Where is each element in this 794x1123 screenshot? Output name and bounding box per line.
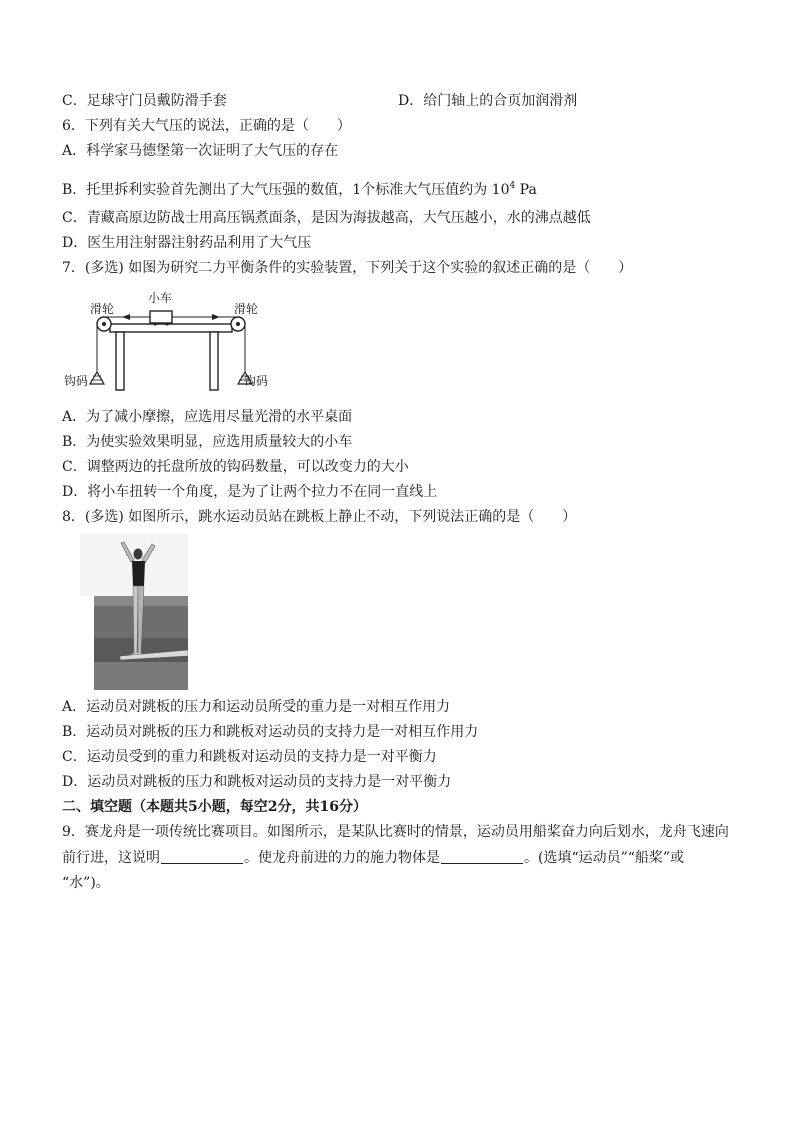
label-pulley-right: 滑轮 bbox=[234, 302, 259, 316]
table-top bbox=[110, 324, 232, 332]
q9-line-1: 9．赛龙舟是一项传统比赛项目。如图所示，是某队比赛时的情景，运动员用船桨奋力向后划水，龙舟飞速向 bbox=[62, 824, 729, 840]
q9-text-c: 。(选填“运动员”“船桨”或 bbox=[524, 850, 685, 866]
q6-stem: 6．下列有关大气压的说法，正确的是（ ） bbox=[62, 118, 351, 134]
q9-line-2 bbox=[62, 849, 684, 867]
cart-wheel bbox=[153, 322, 156, 325]
table-leg-left bbox=[116, 332, 124, 390]
q8-stem: 8．(多选) 如图所示，跳水运动员站在跳板上静止不动，下列说法正确的是（ ） bbox=[62, 509, 577, 525]
q7-option-b: B．为使实验效果明显，应选用质量较大的小车 bbox=[62, 434, 353, 450]
q7-option-d: D．将小车扭转一个角度，是为了让两个拉力不在同一直线上 bbox=[62, 484, 438, 500]
q6-value-base: 10 bbox=[491, 182, 510, 198]
section-2-title: 二、填空题（本题共5小题，每空2分，共16分） bbox=[62, 799, 367, 815]
q6-option-b-value bbox=[492, 182, 516, 198]
q9-blank-2[interactable] bbox=[441, 849, 523, 864]
q7-option-a: A．为了减小摩擦，应选用尽量光滑的水平桌面 bbox=[62, 409, 353, 425]
q6-value-exponent: 4 bbox=[509, 181, 516, 191]
q8-option-c: C．运动员受到的重力和跳板对运动员的支持力是一对平衡力 bbox=[62, 749, 437, 765]
arrow-right-icon bbox=[212, 314, 220, 320]
q5-option-c: C．足球守门员戴防滑手套 bbox=[62, 93, 227, 109]
table-leg-right bbox=[210, 332, 218, 390]
label-pulley-left: 滑轮 bbox=[90, 302, 115, 316]
q9-text-b: 。使龙舟前进的力的施力物体是 bbox=[244, 850, 440, 866]
q6-option-a: A．科学家马德堡第一次证明了大气压的存在 bbox=[62, 143, 339, 159]
arrow-left-icon bbox=[122, 314, 130, 320]
q9-blank-1[interactable] bbox=[161, 849, 243, 864]
pulley-right-axle bbox=[236, 322, 240, 326]
label-weight-right: 钩码 bbox=[244, 374, 269, 388]
q6-option-b bbox=[62, 177, 537, 199]
label-weight-left: 钩码 bbox=[64, 374, 89, 388]
q8-option-d: D．运动员对跳板的压力和跳板对运动员的支持力是一对平衡力 bbox=[62, 774, 452, 790]
cart-body bbox=[150, 311, 172, 323]
q7-apparatus-figure bbox=[64, 284, 278, 394]
label-cart: 小车 bbox=[148, 291, 173, 305]
cart-wheel bbox=[165, 322, 168, 325]
q5-option-d: D．给门轴上的合页加润滑剂 bbox=[398, 93, 578, 109]
weight-left-icon bbox=[90, 372, 104, 384]
q9-line-3: “水”)。 bbox=[62, 875, 110, 891]
q6-option-c: C．青藏高原边防战士用高压锅煮面条，是因为海拔越高，大气压越小，水的沸点越低 bbox=[62, 210, 591, 226]
q8-diver-photo bbox=[80, 534, 188, 690]
q6-option-b-unit: Pa bbox=[519, 182, 537, 198]
q8-option-a: A．运动员对跳板的压力和运动员所受的重力是一对相互作用力 bbox=[62, 699, 451, 715]
pulley-left-axle bbox=[102, 322, 106, 326]
q6-option-d: D．医生用注射器注射药品利用了大气压 bbox=[62, 235, 312, 251]
q8-option-b: B．运动员对跳板的压力和跳板对运动员的支持力是一对相互作用力 bbox=[62, 724, 479, 740]
q6-option-b-text: B．托里拆利实验首先测出了大气压强的数值，1个标准大气压值约为 bbox=[62, 182, 488, 198]
q7-option-c: C．调整两边的托盘所放的钩码数量，可以改变力的大小 bbox=[62, 459, 409, 475]
q9-text-a: 前行进，这说明 bbox=[62, 850, 160, 866]
q7-stem: 7．(多选) 如图为研究二力平衡条件的实验装置，下列关于这个实验的叙述正确的是（ ） bbox=[62, 260, 633, 276]
